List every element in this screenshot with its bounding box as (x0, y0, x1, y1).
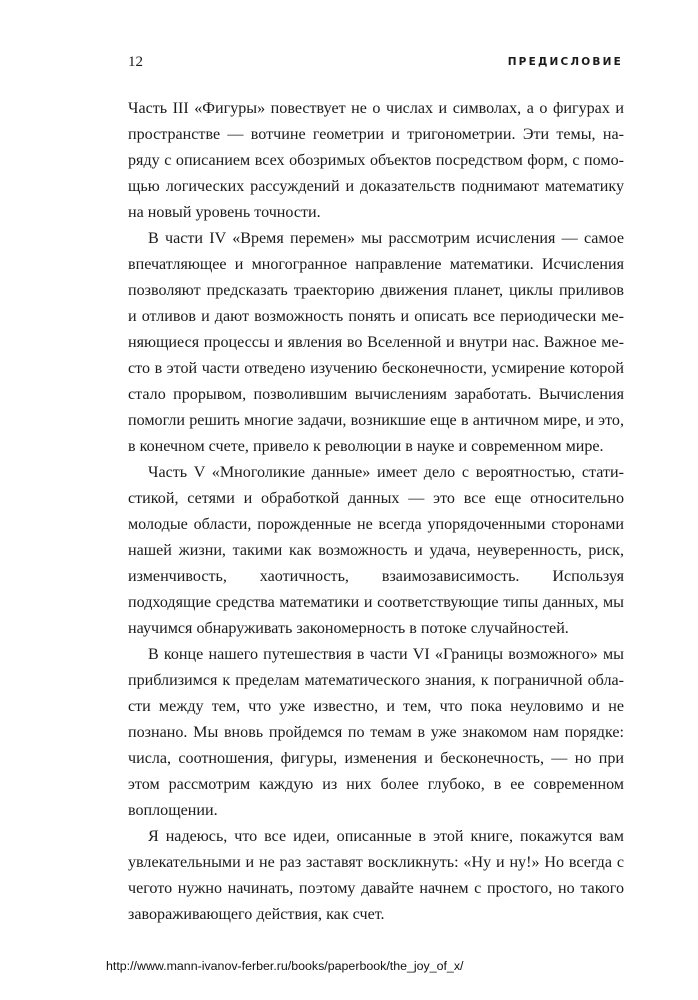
paragraph-part-six: В конце нашего путешествия в части VI «Границы возможного» мы приблизимся к пределам математического знания, к пограничной области между тем, что уже известно, и тем, что пока неуловимо и не познано. Мы вновь пройдемся по темам в уже знакомом нам порядке: числа, соотношения, фигуры, изменения и бесконечность, — но при этом рассмотрим каждую из них более глубоко, в ее современном воплощении. (128, 646, 624, 819)
paragraph-part-four: В части IV «Время перемен» мы рассмотрим исчисления — самое впечатляющее и многогранное направление математики. Исчисления позволяют предсказать траекторию движения планет, циклы приливов и отливов и дают возможность понять и описать все периодически меняющиеся процессы и явления во Вселенной и внутри нас. Важное место в этой части отведено изучению бесконечности, усмирение которой стало прорывом, позволившим вычислениям заработать. Вычисления помогли решить многие задачи, возникшие еще в античном мире, и это, в конечном счете, привело к революции в науке и современном мире. (128, 230, 624, 455)
footer-url: http://www.mann-ivanov-ferber.ru/books/paperbook/the_joy_of_x/ (106, 959, 464, 973)
body-text (128, 96, 624, 928)
paragraph-closing: Я надеюсь, что все идеи, описанные в этой книге, покажутся вам увлекательными и не раз заставят воскликнуть: «Ну и ну!» Но всегда с чегото нужно начинать, поэтому давайте начнем с простого, но такого завораживающего действия, как счет. (128, 828, 624, 923)
paragraph-part-three: Часть III «Фигуры» повествует не о числах и символах, а о фигурах и пространстве — вотчине геометрии и тригонометрии. Эти темы, наряду с описанием всех обозримых объектов посредством форм, с помощью логических рассуждений и доказательств поднимают математику на новый уровень точности. (128, 100, 624, 221)
page-number: 12 (128, 54, 143, 70)
running-head: ПРЕДИСЛОВИЕ (507, 56, 623, 68)
paragraph-part-five: Часть V «Многоликие данные» имеет дело с вероятностью, статистикой, сетями и обработкой данных — это все еще относительно молодые области, порожденные не всегда упорядоченными сторонами нашей жизни, такими как возможность и удача, неуверенность, риск, изменчивость, хаотичность, взаимозависимость. Используя подходящие средства математики и соответствующие типы данных, мы научимся обнаруживать закономерность в потоке случайностей. (128, 464, 624, 637)
